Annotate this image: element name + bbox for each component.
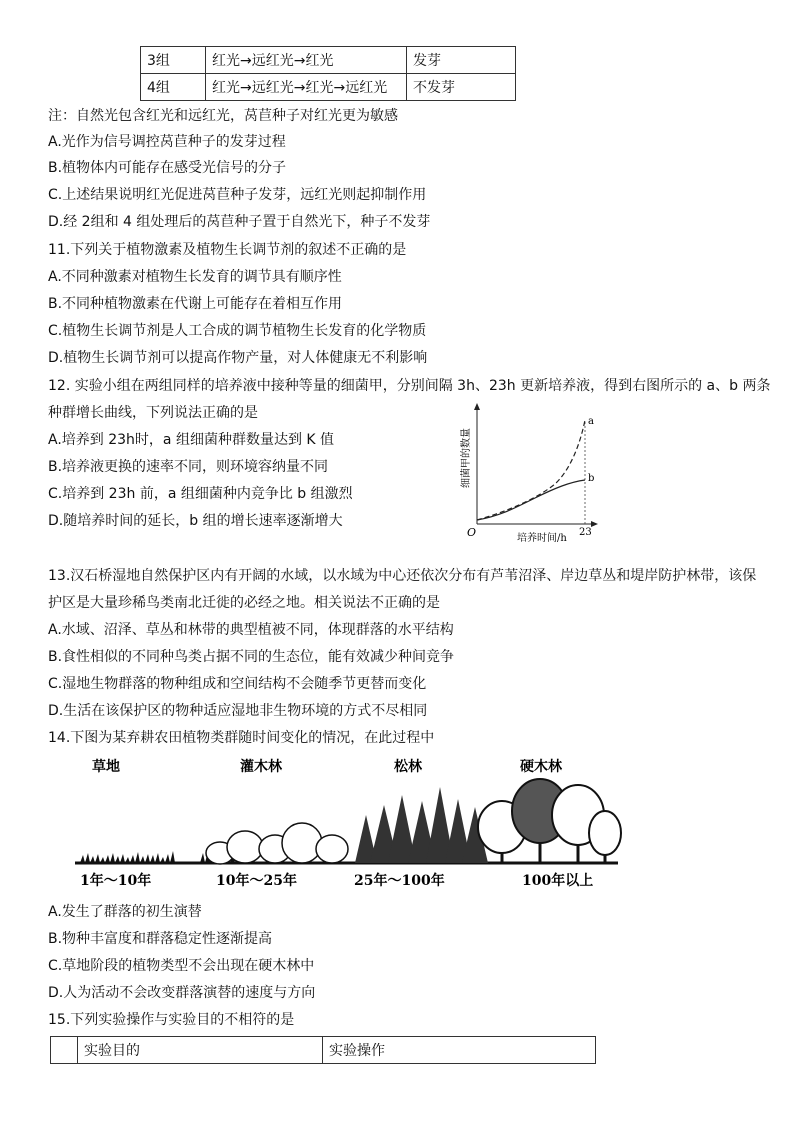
- q11-option-a: A.不同种激素对植物生长发育的调节具有顺序性: [48, 269, 342, 285]
- period-label-1: 1年～10年: [80, 873, 152, 889]
- table-cell: 4组: [141, 74, 206, 101]
- curve-b-label: b: [588, 473, 595, 484]
- curve-a-label: a: [588, 416, 594, 427]
- q15-stem: 15.下列实验操作与实验目的不相符的是: [48, 1012, 295, 1028]
- treatment-table: [140, 46, 516, 101]
- q12-stem: 12. 实验小组在两组同样的培养液中接种等量的细菌甲，分别间隔 3h、23h 更新培养液，得到右图所示的 a、b 两条: [48, 378, 771, 394]
- q11-option-b: B.不同种植物激素在代谢上可能存在着相互作用: [48, 296, 343, 312]
- table-cell: 红光→远红光→红光→远红光: [206, 74, 407, 101]
- period-label-2: 10年～25年: [216, 873, 297, 889]
- q13-stem: 13.汉石桥湿地自然保护区内有开阔的水域，以水域为中心还依次分布有芦苇沼泽、岸边草丛和堤岸防护林带，该保: [48, 568, 757, 584]
- shrub-group: [206, 823, 348, 864]
- table-header-cell: 实验操作: [323, 1037, 596, 1064]
- period-label-3: 25年～100年: [354, 873, 445, 889]
- stage-label-hardwood: 硬木林: [520, 759, 562, 775]
- q14-option-b: B.物种丰富度和群落稳定性逐渐提高: [48, 931, 273, 947]
- y-axis-arrow: [474, 403, 480, 410]
- q12-option-b: B.培养液更换的速率不同，则环境容纳量不同: [48, 459, 329, 475]
- table-cell: 不发芽: [407, 74, 516, 101]
- table-cell: 发芽: [407, 47, 516, 74]
- curve-a: [477, 420, 585, 520]
- x-axis-arrow: [591, 521, 598, 527]
- stage-label-grassland: 草地: [92, 759, 120, 775]
- q14-option-c: C.草地阶段的植物类型不会出现在硬木林中: [48, 958, 315, 974]
- q14-option-a: A.发生了群落的初生演替: [48, 904, 202, 920]
- pine-group: [355, 787, 488, 863]
- q10-option-d: D.经 2组和 4 组处理后的莴苣种子置于自然光下，种子不发芽: [48, 214, 431, 230]
- q10-option-a: A.光作为信号调控莴苣种子的发芽过程: [48, 134, 286, 150]
- q12-option-a: A.培养到 23h时，a 组细菌种群数量达到 K 值: [48, 432, 335, 448]
- q11-stem: 11.下列关于植物激素及植物生长调节剂的叙述不正确的是: [48, 242, 407, 258]
- q10-option-b: B.植物体内可能存在感受光信号的分子: [48, 160, 287, 176]
- table-cell: 3组: [141, 47, 206, 74]
- q13-option-a: A.水域、沼泽、草丛和林带的典型植被不同，体现群落的水平结构: [48, 622, 454, 638]
- hardwood-group: [478, 779, 621, 863]
- q13-option-b: B.食性相似的不同种鸟类占据不同的生态位，能有效减少种间竞争: [48, 649, 455, 665]
- q11-option-d: D.植物生长调节剂可以提高作物产量，对人体健康无不利影响: [48, 350, 428, 366]
- x-axis-label: 培养时间/h: [517, 533, 567, 544]
- q12-option-d: D.随培养时间的延长，b 组的增长速率逐渐增大: [48, 513, 343, 529]
- q14-stem: 14.下图为某弃耕农田植物类群随时间变化的情况，在此过程中: [48, 730, 435, 746]
- q14-option-d: D.人为活动不会改变群落演替的速度与方向: [48, 985, 316, 1001]
- table-cell: 红光→远红光→红光: [206, 47, 407, 74]
- note: 注：自然光包含红光和远红光，莴苣种子对红光更为敏感: [48, 108, 398, 124]
- q12-stem-cont: 种群增长曲线，下列说法正确的是: [48, 405, 258, 421]
- y-axis-label: 细菌甲的数量: [461, 428, 472, 488]
- period-label-4: 100年以上: [522, 873, 594, 889]
- curve-b: [477, 480, 585, 520]
- succession-figure: [70, 755, 625, 891]
- table-header-cell: 实验目的: [78, 1037, 323, 1064]
- table-header-cell: [51, 1037, 78, 1064]
- table-row: [141, 47, 516, 74]
- stage-label-pine: 松林: [394, 759, 422, 775]
- x-tick-label: 23: [579, 527, 592, 538]
- growth-curve-figure: [455, 400, 605, 546]
- q13-option-d: D.生活在该保护区的物种适应湿地非生物环境的方式不尽相同: [48, 703, 428, 719]
- table-header-row: [51, 1037, 596, 1064]
- q11-option-c: C.植物生长调节剂是人工合成的调节植物生长发育的化学物质: [48, 323, 427, 339]
- experiment-table: [50, 1036, 596, 1064]
- q10-option-c: C.上述结果说明红光促进莴苣种子发芽，远红光则起抑制作用: [48, 187, 427, 203]
- stage-label-shrub: 灌木林: [240, 759, 282, 775]
- table-row: [141, 74, 516, 101]
- q13-stem-cont: 护区是大量珍稀鸟类南北迁徙的必经之地。相关说法不正确的是: [48, 595, 440, 611]
- q13-option-c: C.湿地生物群落的物种组成和空间结构不会随季节更替而变化: [48, 676, 427, 692]
- origin-label: O: [467, 526, 477, 539]
- q12-option-c: C.培养到 23h 前，a 组细菌种内竞争比 b 组激烈: [48, 486, 353, 502]
